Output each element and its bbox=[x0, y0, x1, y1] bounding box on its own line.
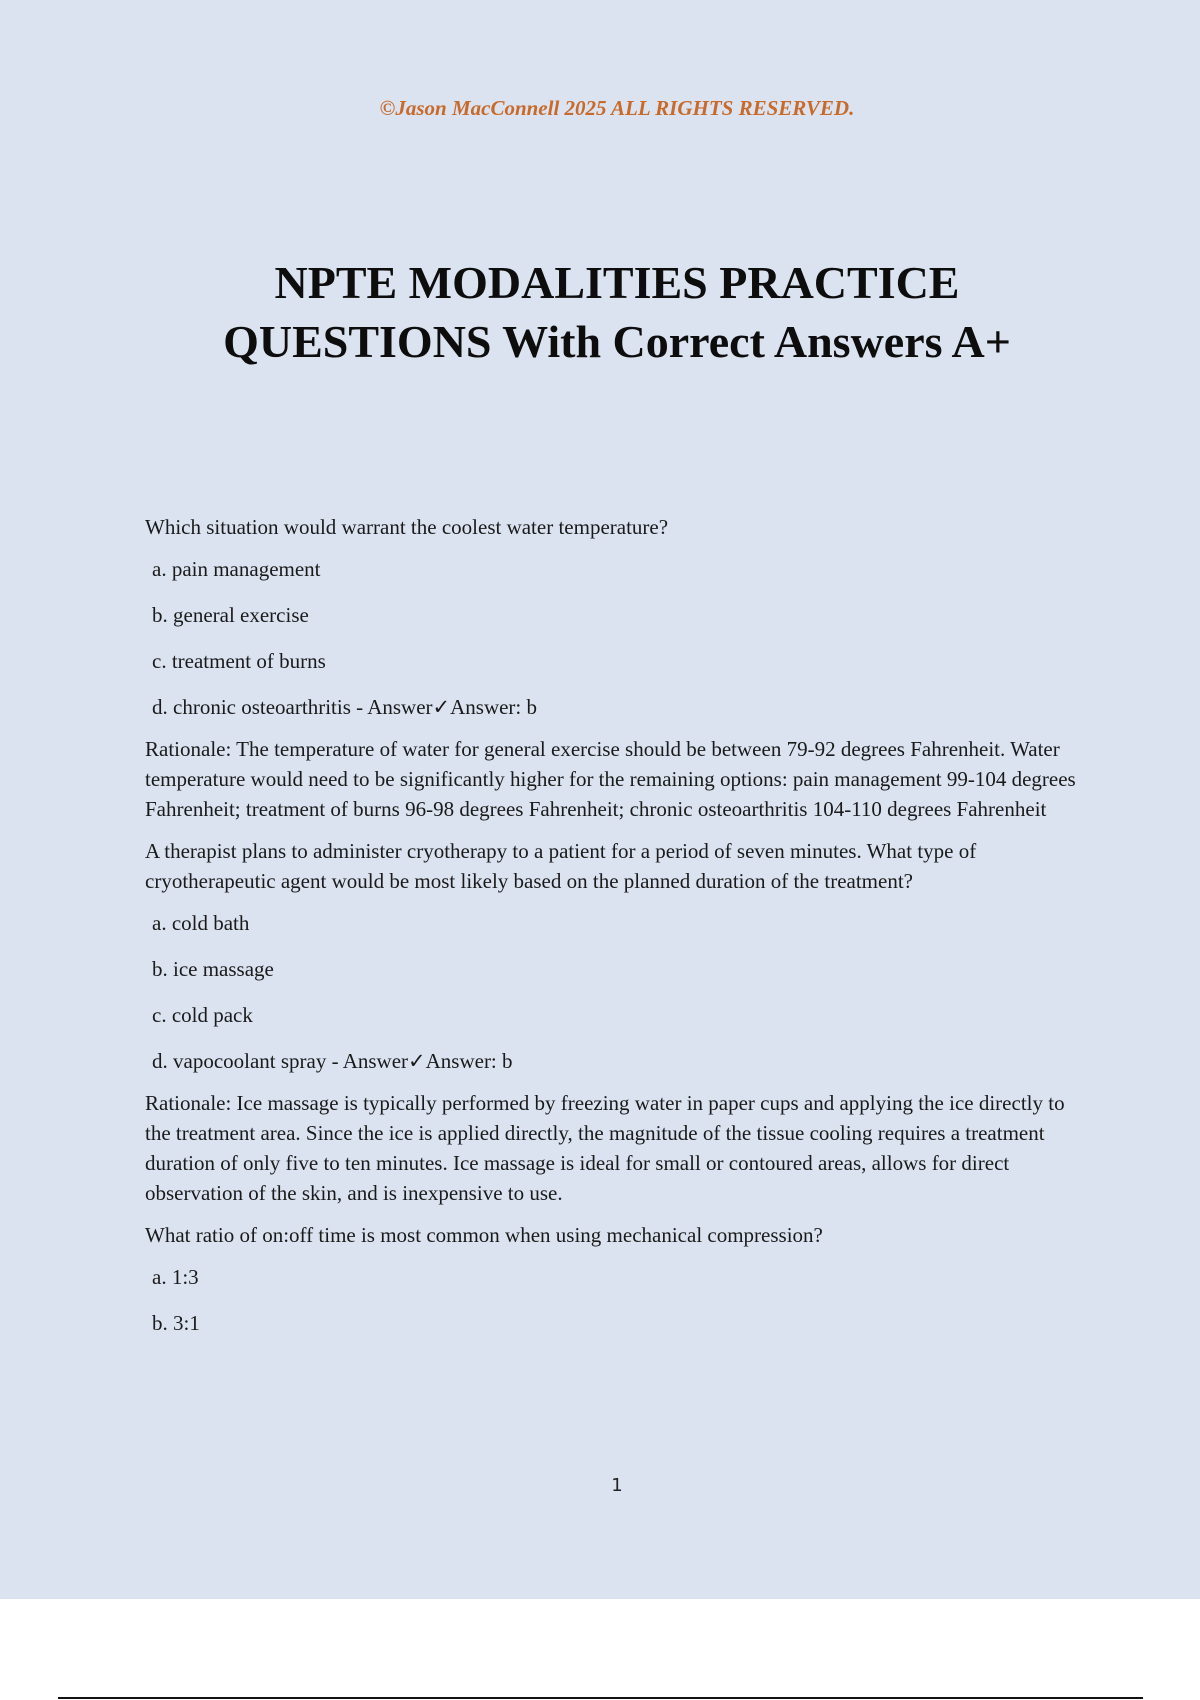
document-title bbox=[0, 253, 1200, 371]
copyright-notice: ©Jason MacConnell 2025 ALL RIGHTS RESERVED. bbox=[379, 96, 855, 120]
question-text: What ratio of on:off time is most common when using mechanical compression? bbox=[145, 1223, 823, 1247]
title-line-1: NPTE MODALITIES PRACTICE bbox=[274, 257, 960, 308]
page-number: 1 bbox=[611, 1475, 623, 1496]
rationale-text: Rationale: The temperature of water for general exercise should be between 79-92 degrees Fahrenheit. Water temperature would need to be significantly higher for the remaining options: pain management 99-104 degrees Fahrenheit; treatment of burns 96-98 degrees Fahrenheit; chronic osteoarthritis 104-110 degrees Fahrenheit bbox=[145, 737, 1076, 821]
question-list bbox=[145, 512, 1095, 1354]
bottom-divider bbox=[58, 1697, 1143, 1699]
question-text: A therapist plans to administer cryotherapy to a patient for a period of seven minutes. What type of cryotherapeutic agent would be most likely based on the planned duration of the treatment? bbox=[145, 839, 977, 893]
question-block-3 bbox=[145, 1220, 1095, 1338]
question-block-2 bbox=[145, 836, 1095, 1208]
option-b: b. general exercise bbox=[152, 603, 309, 627]
option-b: b. ice massage bbox=[152, 957, 274, 981]
title-line-2: QUESTIONS With Correct Answers A+ bbox=[223, 316, 1011, 367]
question-text: Which situation would warrant the coolest water temperature? bbox=[145, 515, 669, 539]
option-a: a. 1:3 bbox=[152, 1265, 199, 1289]
option-a: a. cold bath bbox=[152, 911, 250, 935]
option-c: c. treatment of burns bbox=[152, 649, 326, 673]
option-b: b. 3:1 bbox=[152, 1311, 200, 1335]
question-block-1 bbox=[145, 512, 1095, 824]
option-a: a. pain management bbox=[152, 557, 321, 581]
option-c: c. cold pack bbox=[152, 1003, 253, 1027]
option-d-answer: d. vapocoolant spray - Answer✓Answer: b bbox=[152, 1049, 513, 1073]
option-d-answer: d. chronic osteoarthritis - Answer✓Answer: b bbox=[152, 695, 538, 719]
rationale-text: Rationale: Ice massage is typically performed by freezing water in paper cups and applying the ice directly to the treatment area. Since the ice is applied directly, the magnitude of the tissue cooling requires a treatment duration of only five to ten minutes. Ice massage is ideal for small or contoured areas, allows for direct observation of the skin, and is inexpensive to use. bbox=[145, 1091, 1065, 1205]
